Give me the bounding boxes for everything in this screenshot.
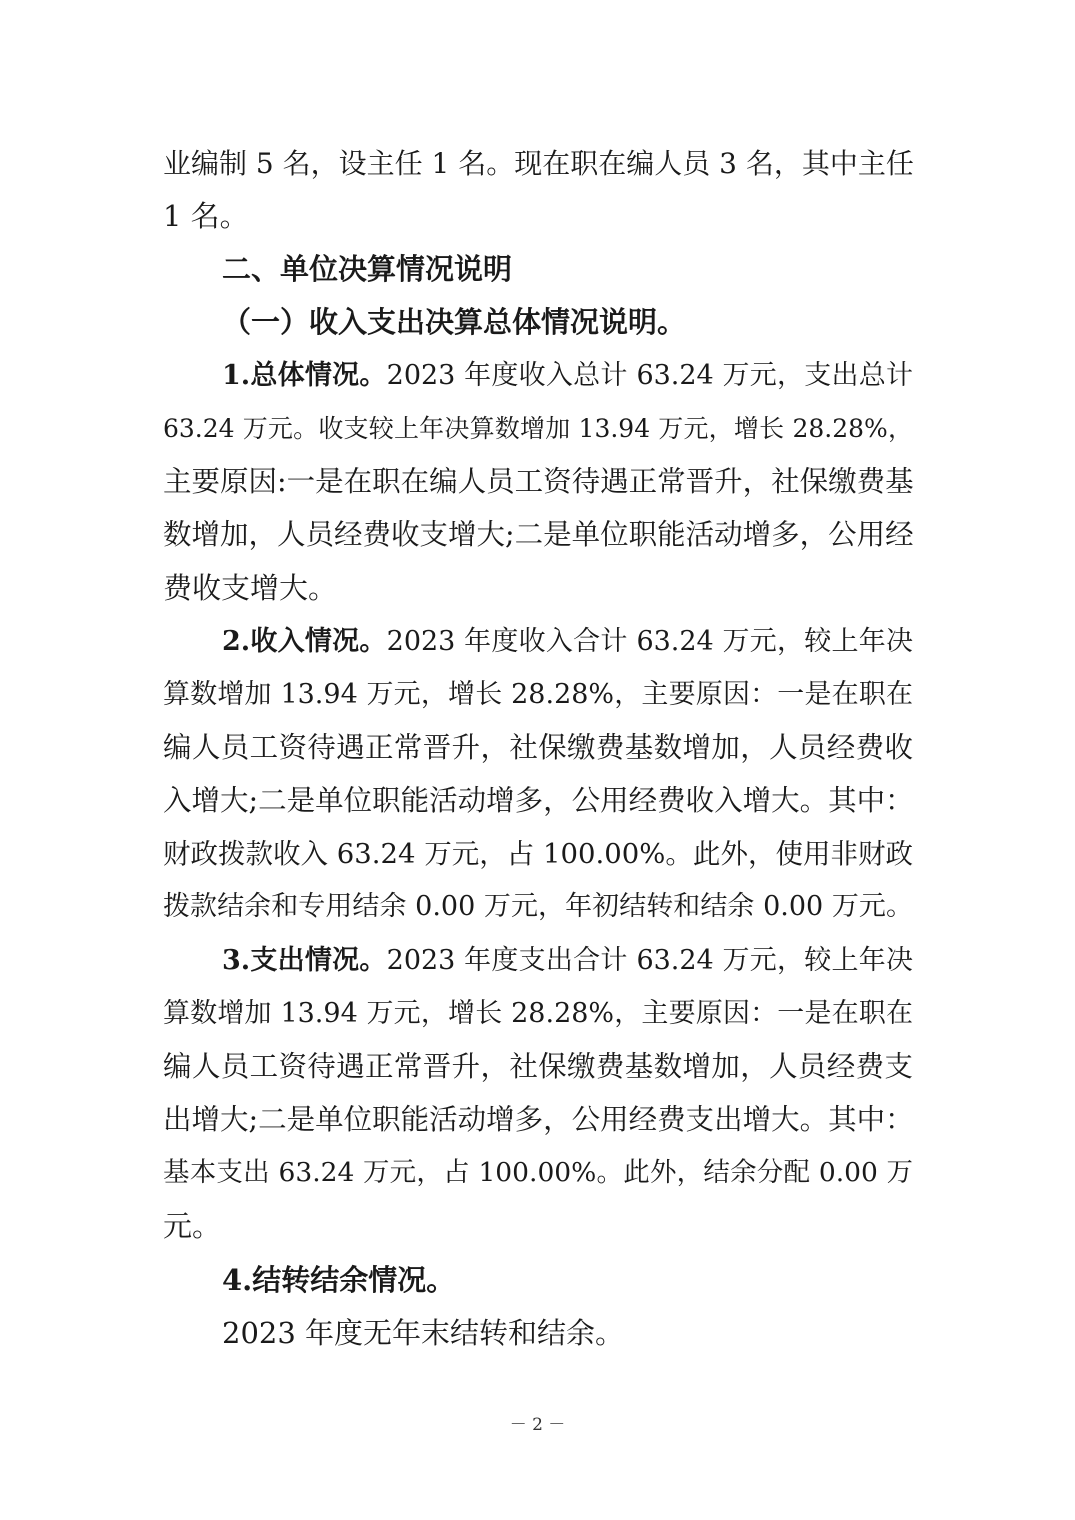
body-line: 数增加，人员经费收支增大;二是单位职能活动增多，公用经 — [163, 518, 914, 551]
body-line: 编人员工资待遇正常晋升，社保缴费基数增加，人员经费收 — [163, 731, 913, 764]
body-line: 拨款结余和专用结余 0.00 万元，年初结转和结余 0.00 万元。 — [163, 891, 913, 922]
paragraph-text: 2023 年度收入总计 63.24 万元，支出总计 — [386, 360, 914, 391]
paragraph-first-line — [222, 944, 913, 978]
body-line: 63.24 万元。收支较上年决算数增加 13.94 万元，增长 28.28%， — [163, 414, 913, 443]
body-line: 费收支增大。 — [163, 571, 338, 605]
body-line: 基本支出 63.24 万元，占 100.00%。此外，结余分配 0.00 万 — [163, 1157, 913, 1188]
page-number: － 2 － — [509, 1415, 566, 1435]
paragraph-label: 1.总体情况。 — [222, 360, 387, 391]
paragraph-text: 2023 年度收入合计 63.24 万元，较上年决 — [386, 626, 914, 657]
paragraph-label: 4.结转结余情况。 — [222, 1263, 456, 1297]
subsection-heading: （一）收入支出决算总体情况说明。 — [222, 305, 687, 339]
paragraph-label: 3.支出情况。 — [222, 945, 387, 976]
body-line: 财政拨款收入 63.24 万元，占 100.00%。此外，使用非财政 — [163, 838, 913, 870]
body-line: 出增大;二是单位职能活动增多，公用经费支出增大。其中： — [163, 1103, 914, 1136]
body-line: 主要原因:一是在职在编人员工资待遇正常晋升，社保缴费基 — [163, 465, 914, 498]
section-heading: 二、单位决算情况说明 — [222, 252, 513, 286]
paragraph-label: 2.收入情况。 — [222, 626, 387, 657]
body-line: 算数增加 13.94 万元，增长 28.28%，主要原因：一是在职在 — [163, 679, 913, 710]
body-line: 业编制 5 名，设主任 1 名。现在职在编人员 3 名，其中主任 — [163, 147, 914, 180]
paragraph-text: 2023 年度支出合计 63.24 万元，较上年决 — [386, 945, 914, 976]
body-line: 入增大;二是单位职能活动增多，公用经费收入增大。其中： — [163, 784, 914, 817]
body-line: 1 名。 — [163, 199, 249, 233]
body-line: 元。 — [163, 1209, 222, 1243]
body-line: 编人员工资待遇正常晋升，社保缴费基数增加，人员经费支 — [163, 1050, 913, 1083]
body-line: 2023 年度无年末结转和结余。 — [222, 1316, 625, 1350]
paragraph-first-line — [222, 359, 913, 393]
body-line: 算数增加 13.94 万元，增长 28.28%，主要原因：一是在职在 — [163, 998, 913, 1029]
paragraph-first-line — [222, 625, 913, 659]
